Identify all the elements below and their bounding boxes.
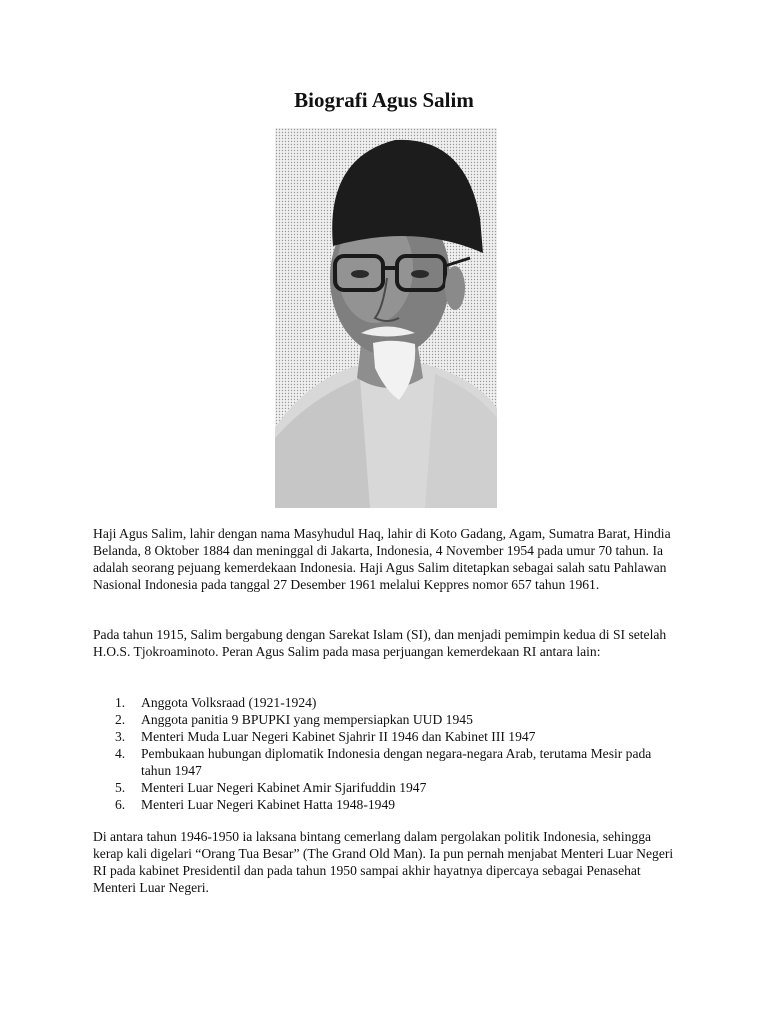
paragraph-career: Pada tahun 1915, Salim bergabung dengan Sarekat Islam (SI), dan menjadi pemimpin kedua di SI setelah H.O.S. Tjokroaminoto. Peran Agus Salim pada masa perjuangan kemerdekaan RI antara lain: <box>93 627 667 659</box>
list-item-number: 6. <box>115 797 126 812</box>
list-item <box>93 745 675 779</box>
portrait-photo <box>275 128 497 508</box>
list-item-number: 5. <box>115 780 126 795</box>
list-item <box>93 779 675 796</box>
list-item-text: Menteri Luar Negeri Kabinet Amir Sjarifuddin 1947 <box>141 780 427 795</box>
list-item-number: 4. <box>115 746 126 761</box>
list-item-text: Anggota Volksraad (1921-1924) <box>141 695 317 710</box>
list-item <box>93 694 675 711</box>
paragraph-legacy: Di antara tahun 1946-1950 ia laksana bintang cemerlang dalam pergolakan politik Indonesia, sehingga kerap kali digelari “Orang Tua Besar” (The Grand Old Man). Ia pun pernah menjabat Menteri Luar Negeri RI pada kabinet Presidentil dan pada tahun 1950 sampai akhir hayatnya dipercaya sebagai Penasehat Menteri Luar Negeri. <box>93 829 674 895</box>
list-item <box>93 711 675 728</box>
list-item-number: 2. <box>115 712 126 727</box>
list-item-number: 1. <box>115 695 126 710</box>
paragraph-intro: Haji Agus Salim, lahir dengan nama Masyhudul Haq, lahir di Koto Gadang, Agam, Sumatra Barat, Hindia Belanda, 8 Oktober 1884 dan meninggal di Jakarta, Indonesia, 4 November 1954 pada umur 70 tahun. Ia adalah seorang pejuang kemerdekaan Indonesia. Haji Agus Salim ditetapkan sebagai salah satu Pahlawan Nasional Indonesia pada tanggal 27 Desember 1961 melalui Keppres nomor 657 tahun 1961. <box>93 526 671 592</box>
portrait-illustration <box>275 128 497 508</box>
page-title: Biografi Agus Salim <box>294 88 474 112</box>
list-item <box>93 796 675 813</box>
list-item-text: Pembukaan hubungan diplomatik Indonesia dengan negara-negara Arab, terutama Mesir pada tahun 1947 <box>141 746 652 778</box>
list-item-text: Menteri Muda Luar Negeri Kabinet Sjahrir II 1946 dan Kabinet III 1947 <box>141 729 536 744</box>
list-item-text: Anggota panitia 9 BPUPKI yang mempersiapkan UUD 1945 <box>141 712 473 727</box>
list-item <box>93 728 675 745</box>
roles-list <box>93 694 675 813</box>
list-item-text: Menteri Luar Negeri Kabinet Hatta 1948-1949 <box>141 797 396 812</box>
list-item-number: 3. <box>115 729 126 744</box>
